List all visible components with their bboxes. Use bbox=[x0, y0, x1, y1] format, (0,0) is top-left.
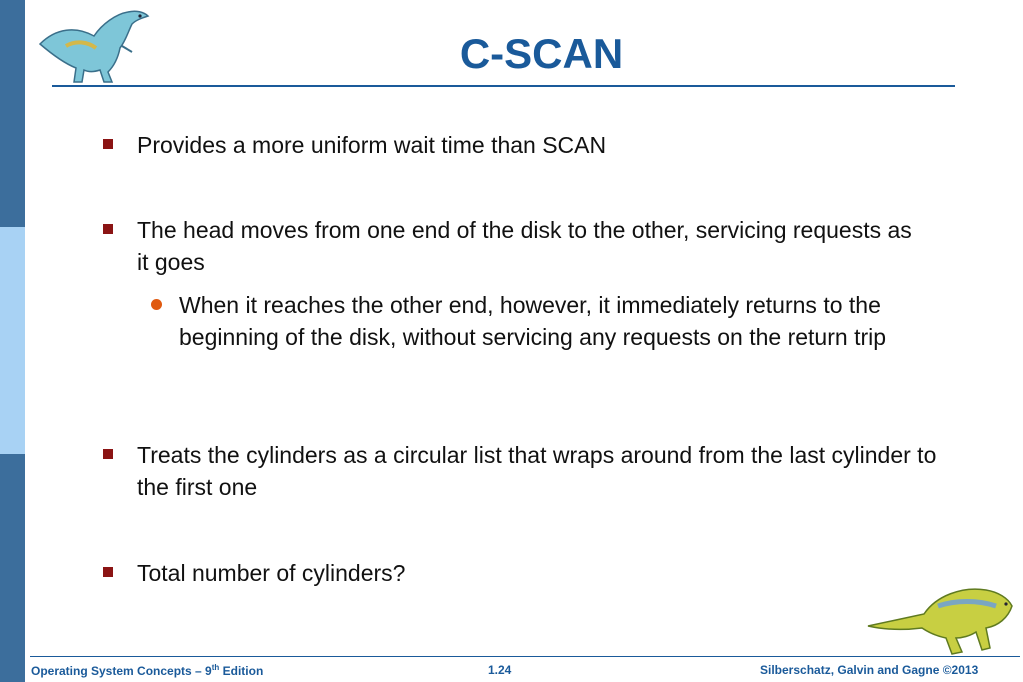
footer-book-title bbox=[31, 663, 263, 678]
square-bullet-icon bbox=[103, 224, 113, 234]
bullet-item bbox=[137, 439, 947, 503]
square-bullet-icon bbox=[103, 139, 113, 149]
dinosaur-footer-icon bbox=[866, 582, 1016, 656]
bullet-item bbox=[137, 129, 937, 161]
sub-bullet-item bbox=[179, 289, 939, 353]
square-bullet-icon bbox=[103, 567, 113, 577]
footer-book-prefix: Operating System Concepts – 9 bbox=[31, 664, 212, 678]
footer-divider bbox=[30, 656, 1020, 657]
round-bullet-icon bbox=[151, 299, 162, 310]
bullet-text: Treats the cylinders as a circular list that wraps around from the last cylinder to the first one bbox=[137, 442, 937, 500]
sidebar-band-middle bbox=[0, 227, 25, 454]
bullet-item bbox=[137, 557, 837, 589]
footer-authors: Silberschatz, Galvin and Gagne ©2013 bbox=[760, 663, 979, 677]
sidebar-band-bottom bbox=[0, 454, 25, 682]
bullet-text: Provides a more uniform wait time than SCAN bbox=[137, 132, 607, 158]
slide-title: C-SCAN bbox=[459, 30, 624, 77]
bullet-text: The head moves from one end of the disk to the other, servicing requests as it goes bbox=[137, 217, 912, 275]
bullet-text: Total number of cylinders? bbox=[137, 560, 406, 586]
bullet-item bbox=[137, 214, 927, 278]
square-bullet-icon bbox=[103, 449, 113, 459]
footer-book-suffix: Edition bbox=[219, 664, 264, 678]
footer-book-sup: th bbox=[211, 663, 220, 672]
footer-page-number: 1.24 bbox=[488, 663, 512, 677]
sub-bullet-text: When it reaches the other end, however, it immediately returns to the beginning of the disk, without servicing any requests on the return trip bbox=[179, 292, 887, 350]
title-divider bbox=[52, 85, 955, 87]
